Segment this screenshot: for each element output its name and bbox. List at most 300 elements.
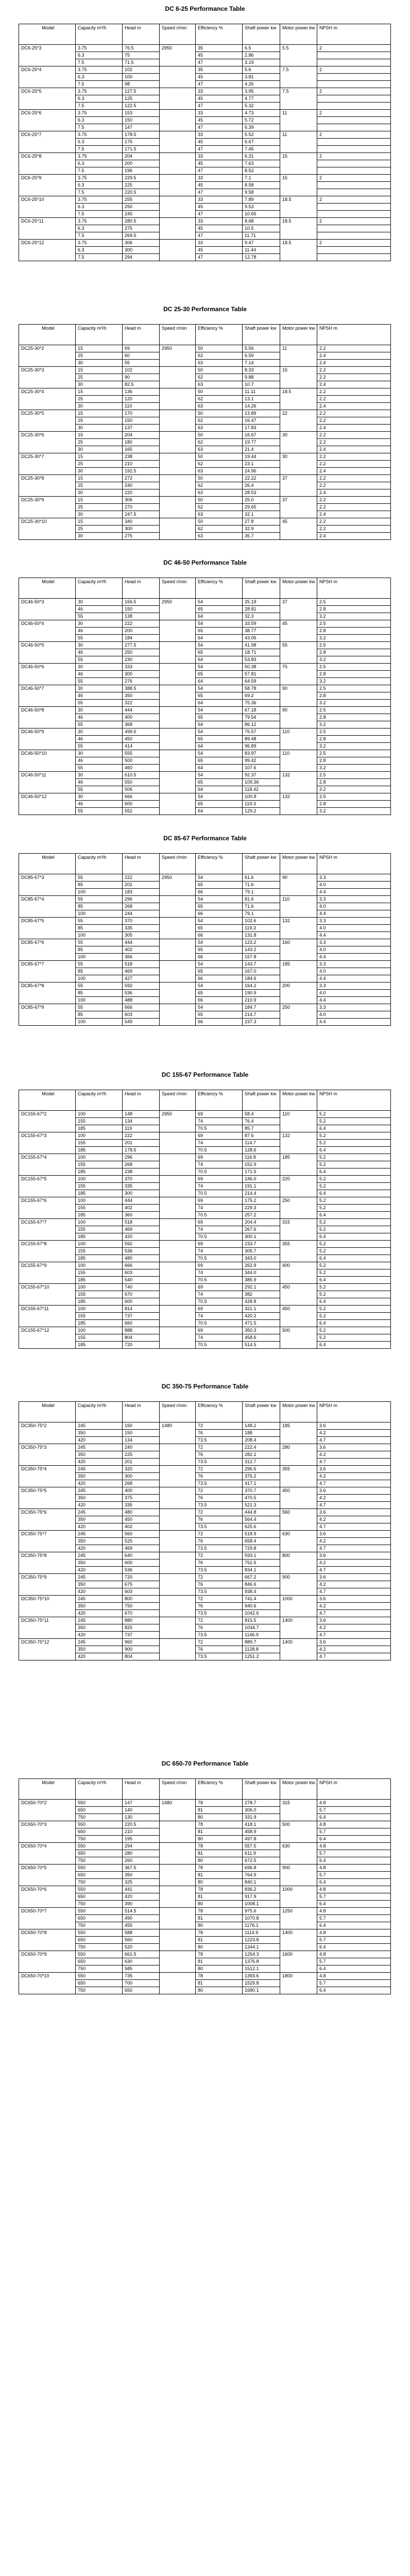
shaft-power-cell: 382 xyxy=(243,1291,280,1298)
head-cell: 230 xyxy=(123,656,160,664)
efficiency-cell: 65 xyxy=(196,757,243,765)
npsh-cell: 2 xyxy=(317,196,391,204)
capacity-cell: 350 xyxy=(76,1473,123,1480)
head-cell: 250 xyxy=(123,204,160,211)
shaft-power-cell: 514.5 xyxy=(243,1342,280,1349)
efficiency-cell: 64 xyxy=(196,808,243,815)
shaft-power-cell: 50.38 xyxy=(243,664,280,671)
shaft-power-cell: 100.8 xyxy=(243,793,280,801)
model-cell: DC85-67*5 xyxy=(19,918,76,939)
shaft-power-cell: 667.2 xyxy=(243,1574,280,1581)
capacity-cell: 550 xyxy=(76,1886,123,1893)
head-cell: 499.5 xyxy=(123,728,160,736)
shaft-power-cell: 11.71 xyxy=(243,232,280,240)
table-row xyxy=(19,1327,391,1334)
head-cell: 585 xyxy=(123,1965,160,1973)
shaft-power-cell: 938.4 xyxy=(243,1588,280,1596)
capacity-cell: 25 xyxy=(76,504,123,511)
efficiency-cell: 78 xyxy=(196,1908,243,1915)
shaft-power-cell: 86.12 xyxy=(243,721,280,728)
efficiency-cell: 63 xyxy=(196,511,243,518)
shaft-power-cell: 10.7 xyxy=(243,381,280,388)
npsh-cell: 2 xyxy=(317,88,391,95)
column-header: Efficiency % xyxy=(196,24,243,45)
shaft-power-cell: 157.8 xyxy=(243,954,280,961)
head-cell: 536 xyxy=(123,1567,160,1574)
table-row xyxy=(19,432,391,439)
capacity-cell: 30 xyxy=(76,620,123,628)
npsh-cell: 2.2 xyxy=(317,497,391,504)
head-cell: 366 xyxy=(123,954,160,961)
shaft-power-cell: 64.59 xyxy=(243,678,280,685)
motor-power-cell: 355 xyxy=(280,1241,317,1262)
head-cell: 603 xyxy=(123,1588,160,1596)
column-header: Capacity m³/h xyxy=(76,1090,123,1111)
model-cell: DC6-25*11 xyxy=(19,218,76,240)
head-cell: 469 xyxy=(123,1226,160,1233)
efficiency-cell: 65 xyxy=(196,628,243,635)
shaft-power-cell: 43.06 xyxy=(243,635,280,642)
capacity-cell: 350 xyxy=(76,1430,123,1437)
capacity-cell: 46 xyxy=(76,649,123,656)
npsh-cell: 2.2 xyxy=(317,367,391,374)
efficiency-cell: 54 xyxy=(196,918,243,925)
head-cell: 98 xyxy=(123,81,160,88)
shaft-power-cell: 152.9 xyxy=(243,1161,280,1168)
npsh-cell: 2.2 xyxy=(317,504,391,511)
head-cell: 335 xyxy=(123,1502,160,1509)
column-header: Efficiency % xyxy=(196,325,243,345)
shaft-power-cell: 312.7 xyxy=(243,1459,280,1466)
efficiency-cell: 73.5 xyxy=(196,1653,243,1660)
efficiency-cell: 76 xyxy=(196,1603,243,1610)
shaft-power-cell: 85.7 xyxy=(243,1125,280,1132)
column-header: NPSH m xyxy=(317,1779,391,1800)
npsh-cell: 4.7 xyxy=(317,1588,391,1596)
capacity-cell: 650 xyxy=(76,1807,123,1814)
efficiency-cell: 35 xyxy=(196,45,243,52)
head-cell: 220.5 xyxy=(123,189,160,196)
table-row xyxy=(19,1197,391,1205)
capacity-cell: 245 xyxy=(76,1531,123,1538)
efficiency-cell: 73.5 xyxy=(196,1588,243,1596)
capacity-cell: 7.5 xyxy=(76,81,123,88)
npsh-cell: 3.3 xyxy=(317,939,391,946)
npsh-cell: 4.7 xyxy=(317,1610,391,1617)
shaft-power-cell: 8.52 xyxy=(243,167,280,175)
npsh-cell: 3.6 xyxy=(317,1531,391,1538)
head-cell: 69 xyxy=(123,345,160,352)
head-cell: 335 xyxy=(123,925,160,932)
capacity-cell: 30 xyxy=(76,728,123,736)
shaft-power-cell: 10.65 xyxy=(243,211,280,218)
shaft-power-cell: 184.7 xyxy=(243,1004,280,1011)
capacity-cell: 350 xyxy=(76,1538,123,1545)
speed-cell xyxy=(160,432,196,453)
capacity-cell: 185 xyxy=(76,1190,123,1197)
npsh-cell: 2.5 xyxy=(317,599,391,606)
capacity-cell: 3.75 xyxy=(76,196,123,204)
capacity-cell: 245 xyxy=(76,1444,123,1451)
header-row xyxy=(19,1090,391,1111)
model-cell: DC6-25*7 xyxy=(19,131,76,153)
model-cell: DC350-75*5 xyxy=(19,1487,76,1509)
header-row xyxy=(19,1779,391,1800)
speed-cell xyxy=(160,410,196,432)
head-cell: 640 xyxy=(123,1552,160,1560)
column-header: Motor power kw xyxy=(280,1402,317,1422)
head-cell: 178.5 xyxy=(123,131,160,139)
head-cell: 325 xyxy=(123,1879,160,1886)
shaft-power-cell: 1146.9 xyxy=(243,1632,280,1639)
shaft-power-cell: 1114.9 xyxy=(243,1929,280,1937)
column-header: Shaft power kw xyxy=(243,1090,280,1111)
efficiency-cell: 78 xyxy=(196,1843,243,1850)
npsh-cell xyxy=(317,81,391,88)
capacity-cell: 650 xyxy=(76,1937,123,1944)
efficiency-cell: 47 xyxy=(196,146,243,153)
shaft-power-cell: 19.44 xyxy=(243,453,280,461)
npsh-cell: 4.2 xyxy=(317,1538,391,1545)
npsh-cell: 2.2 xyxy=(317,439,391,446)
capacity-cell: 30 xyxy=(76,772,123,779)
table-row xyxy=(19,518,391,526)
capacity-cell: 420 xyxy=(76,1567,123,1574)
motor-power-cell: 110 xyxy=(280,728,317,750)
table-row xyxy=(19,218,391,225)
shaft-power-cell: 35.7 xyxy=(243,533,280,540)
capacity-cell: 6.3 xyxy=(76,204,123,211)
motor-power-cell: 15 xyxy=(280,153,317,175)
npsh-cell: 2.5 xyxy=(317,620,391,628)
shaft-power-cell: 7.63 xyxy=(243,160,280,167)
speed-cell xyxy=(160,896,196,918)
model-cell: DC350-75*9 xyxy=(19,1574,76,1596)
capacity-cell: 15 xyxy=(76,453,123,461)
capacity-cell: 55 xyxy=(76,656,123,664)
capacity-cell: 15 xyxy=(76,345,123,352)
table-row xyxy=(19,1241,391,1248)
npsh-cell: 3.6 xyxy=(317,1444,391,1451)
motor-power-cell: 18.5 xyxy=(280,218,317,240)
efficiency-cell: 62 xyxy=(196,417,243,425)
efficiency-cell: 54 xyxy=(196,707,243,714)
shaft-power-cell: 76.4 xyxy=(243,1118,280,1125)
motor-power-cell: 630 xyxy=(280,1531,317,1552)
shaft-power-cell: 1251.2 xyxy=(243,1653,280,1660)
capacity-cell: 55 xyxy=(76,961,123,968)
head-cell: 900 xyxy=(123,1646,160,1653)
efficiency-cell: 50 xyxy=(196,518,243,526)
shaft-power-cell: 190.9 xyxy=(243,990,280,997)
capacity-cell: 6.3 xyxy=(76,74,123,81)
model-cell: DC6-25*3 xyxy=(19,45,76,66)
shaft-power-cell: 99.42 xyxy=(243,757,280,765)
capacity-cell: 55 xyxy=(76,613,123,620)
table-row xyxy=(19,1004,391,1011)
head-cell: 305 xyxy=(123,932,160,939)
head-cell: 550 xyxy=(123,779,160,786)
npsh-cell: 2.8 xyxy=(317,671,391,678)
npsh-cell: 5.2 xyxy=(317,1248,391,1255)
capacity-cell: 7.5 xyxy=(76,103,123,110)
npsh-cell: 3.3 xyxy=(317,961,391,968)
speed-cell xyxy=(160,1004,196,1026)
table-row xyxy=(19,685,391,692)
npsh-cell: 2.2 xyxy=(317,374,391,381)
npsh-cell: 4.2 xyxy=(317,1451,391,1459)
npsh-cell: 4.7 xyxy=(317,1653,391,1660)
head-cell: 469 xyxy=(123,968,160,975)
capacity-cell: 3.75 xyxy=(76,131,123,139)
efficiency-cell: 64 xyxy=(196,765,243,772)
npsh-cell: 2.2 xyxy=(317,461,391,468)
npsh-cell: 5.2 xyxy=(317,1334,391,1342)
column-header: Shaft power kw xyxy=(243,578,280,599)
speed-cell xyxy=(160,728,196,750)
shaft-power-cell: 27.8 xyxy=(243,518,280,526)
shaft-power-cell: 7.45 xyxy=(243,146,280,153)
npsh-cell: 2.5 xyxy=(317,750,391,757)
npsh-cell: 4.8 xyxy=(317,1951,391,1958)
npsh-cell: 6.4 xyxy=(317,1168,391,1176)
shaft-power-cell: 107.6 xyxy=(243,765,280,772)
motor-power-cell: 800 xyxy=(280,1552,317,1574)
npsh-cell: 2.8 xyxy=(317,692,391,700)
head-cell: 220.5 xyxy=(123,1821,160,1828)
shaft-power-cell: 25.0 xyxy=(243,497,280,504)
head-cell: 402 xyxy=(123,946,160,954)
efficiency-cell: 62 xyxy=(196,482,243,489)
npsh-cell xyxy=(317,59,391,66)
head-cell: 222 xyxy=(123,874,160,882)
shaft-power-cell: 444.8 xyxy=(243,1509,280,1516)
capacity-cell: 7.5 xyxy=(76,211,123,218)
npsh-cell xyxy=(317,225,391,232)
npsh-cell: 5.7 xyxy=(317,1980,391,1987)
npsh-cell: 4.2 xyxy=(317,1560,391,1567)
shaft-power-cell: 38.77 xyxy=(243,628,280,635)
capacity-cell: 650 xyxy=(76,1893,123,1901)
speed-cell: 1480 xyxy=(160,1422,196,1444)
section-title: DC 85-67 Performance Table xyxy=(163,835,247,842)
head-cell: 200 xyxy=(123,628,160,635)
capacity-cell: 30 xyxy=(76,489,123,497)
motor-power-cell: 1000 xyxy=(280,1886,317,1908)
capacity-cell: 350 xyxy=(76,1624,123,1632)
speed-cell xyxy=(160,497,196,518)
shaft-power-cell: 229.3 xyxy=(243,1205,280,1212)
shaft-power-cell: 26.4 xyxy=(243,482,280,489)
efficiency-cell: 62 xyxy=(196,526,243,533)
shaft-power-cell: 13.1 xyxy=(243,396,280,403)
capacity-cell: 185 xyxy=(76,1233,123,1241)
head-cell: 560 xyxy=(123,1937,160,1944)
shaft-power-cell: 278.7 xyxy=(243,1800,280,1807)
efficiency-cell: 33 xyxy=(196,218,243,225)
capacity-cell: 25 xyxy=(76,417,123,425)
efficiency-cell: 72 xyxy=(196,1531,243,1538)
efficiency-cell: 50 xyxy=(196,432,243,439)
capacity-cell: 7.5 xyxy=(76,232,123,240)
capacity-cell: 100 xyxy=(76,1219,123,1226)
motor-power-cell: 500 xyxy=(280,1327,317,1349)
npsh-cell: 3.6 xyxy=(317,1466,391,1473)
column-header: NPSH m xyxy=(317,578,391,599)
npsh-cell: 4.7 xyxy=(317,1459,391,1466)
shaft-power-cell: 71.6 xyxy=(243,903,280,910)
head-cell: 120 xyxy=(123,396,160,403)
npsh-cell xyxy=(317,189,391,196)
capacity-cell: 85 xyxy=(76,968,123,975)
column-header: Capacity m³/h xyxy=(76,24,123,45)
model-cell: DC650-70*3 xyxy=(19,1821,76,1843)
model-cell: DC155-67*10 xyxy=(19,1284,76,1306)
shaft-power-cell: 846.6 xyxy=(243,1581,280,1588)
npsh-cell: 5.2 xyxy=(317,1161,391,1168)
npsh-cell: 6.4 xyxy=(317,1922,391,1929)
efficiency-cell: 65 xyxy=(196,692,243,700)
capacity-cell: 55 xyxy=(76,918,123,925)
speed-cell xyxy=(160,750,196,772)
capacity-cell: 30 xyxy=(76,446,123,453)
model-cell: DC46-50*9 xyxy=(19,728,76,750)
capacity-cell: 750 xyxy=(76,1944,123,1951)
speed-cell xyxy=(160,1865,196,1886)
capacity-cell: 30 xyxy=(76,599,123,606)
table-row xyxy=(19,1908,391,1915)
shaft-power-cell: 5.52 xyxy=(243,131,280,139)
table-row xyxy=(19,1552,391,1560)
speed-cell xyxy=(160,1929,196,1951)
shaft-power-cell: 9.53 xyxy=(243,204,280,211)
motor-power-cell: 11 xyxy=(280,110,317,131)
head-cell: 700 xyxy=(123,1980,160,1987)
capacity-cell: 650 xyxy=(76,1872,123,1879)
shaft-power-cell: 28.81 xyxy=(243,606,280,613)
shaft-power-cell: 19.77 xyxy=(243,439,280,446)
head-cell: 294 xyxy=(123,1843,160,1850)
efficiency-cell: 50 xyxy=(196,345,243,352)
model-cell: DC6-25*5 xyxy=(19,88,76,110)
head-cell: 229.5 xyxy=(123,175,160,182)
efficiency-cell: 69 xyxy=(196,1197,243,1205)
head-cell: 350 xyxy=(123,1872,160,1879)
npsh-cell: 2.4 xyxy=(317,381,391,388)
efficiency-cell: 73.5 xyxy=(196,1545,243,1552)
head-cell: 750 xyxy=(123,1603,160,1610)
efficiency-cell: 69 xyxy=(196,1132,243,1140)
efficiency-cell: 65 xyxy=(196,946,243,954)
shaft-power-cell: 292.1 xyxy=(243,1284,280,1291)
head-cell: 175 xyxy=(123,139,160,146)
npsh-cell xyxy=(317,232,391,240)
motor-power-cell: 450 xyxy=(280,1306,317,1327)
npsh-cell: 3.2 xyxy=(317,613,391,620)
head-cell: 247.5 xyxy=(123,511,160,518)
npsh-cell: 6.4 xyxy=(317,1277,391,1284)
model-cell: DC85-67*9 xyxy=(19,1004,76,1026)
npsh-cell: 2.2 xyxy=(317,475,391,482)
motor-power-cell: 15 xyxy=(280,175,317,196)
npsh-cell: 2.5 xyxy=(317,707,391,714)
npsh-cell: 6.4 xyxy=(317,1342,391,1349)
efficiency-cell: 80 xyxy=(196,1965,243,1973)
shaft-power-cell: 836.2 xyxy=(243,1886,280,1893)
head-cell: 148 xyxy=(123,1111,160,1118)
shaft-power-cell: 191.1 xyxy=(243,1183,280,1190)
head-cell: 350 xyxy=(123,692,160,700)
speed-cell xyxy=(160,1509,196,1531)
capacity-cell: 550 xyxy=(76,1973,123,1980)
shaft-power-cell: 815.5 xyxy=(243,1617,280,1624)
head-cell: 280 xyxy=(123,1850,160,1857)
shaft-power-cell: 53.83 xyxy=(243,656,280,664)
efficiency-cell: 74 xyxy=(196,1140,243,1147)
model-cell: DC350-75*7 xyxy=(19,1531,76,1552)
npsh-cell: 5.2 xyxy=(317,1284,391,1291)
shaft-power-cell: 917.9 xyxy=(243,1893,280,1901)
capacity-cell: 155 xyxy=(76,1161,123,1168)
efficiency-cell: 73.5 xyxy=(196,1437,243,1444)
table-row xyxy=(19,453,391,461)
table-row xyxy=(19,1284,391,1291)
head-cell: 201 xyxy=(123,882,160,889)
head-cell: 549 xyxy=(123,1019,160,1026)
table-row xyxy=(19,1154,391,1161)
efficiency-cell: 62 xyxy=(196,439,243,446)
efficiency-cell: 73.5 xyxy=(196,1480,243,1487)
motor-power-cell: 1000 xyxy=(280,1596,317,1617)
column-header: Shaft power kw xyxy=(243,1402,280,1422)
capacity-cell: 6.3 xyxy=(76,52,123,59)
model-cell: DC46-50*4 xyxy=(19,620,76,642)
model-cell: DC155-67*6 xyxy=(19,1197,76,1219)
head-cell: 196 xyxy=(123,167,160,175)
model-cell: DC25-30*6 xyxy=(19,432,76,453)
capacity-cell: 420 xyxy=(76,1459,123,1466)
motor-power-cell: 280 xyxy=(280,1444,317,1466)
npsh-cell: 2 xyxy=(317,45,391,52)
capacity-cell: 55 xyxy=(76,874,123,882)
shaft-power-cell: 81.6 xyxy=(243,896,280,903)
efficiency-cell: 64 xyxy=(196,721,243,728)
efficiency-cell: 47 xyxy=(196,232,243,240)
head-cell: 650 xyxy=(123,1987,160,1994)
shaft-power-cell: 521.3 xyxy=(243,1502,280,1509)
efficiency-cell: 74 xyxy=(196,1334,243,1342)
column-header: Head m xyxy=(123,1779,160,1800)
npsh-cell: 2.5 xyxy=(317,664,391,671)
efficiency-cell: 74 xyxy=(196,1269,243,1277)
capacity-cell: 3.75 xyxy=(76,45,123,52)
motor-power-cell: 1400 xyxy=(280,1929,317,1951)
speed-cell xyxy=(160,1262,196,1284)
capacity-cell: 25 xyxy=(76,439,123,446)
capacity-cell: 420 xyxy=(76,1545,123,1552)
head-cell: 183 xyxy=(123,889,160,896)
head-cell: 225 xyxy=(123,1451,160,1459)
shaft-power-cell: 1393.6 xyxy=(243,1973,280,1980)
capacity-cell: 750 xyxy=(76,1901,123,1908)
column-header: Model xyxy=(19,1779,76,1800)
speed-cell xyxy=(160,110,196,131)
efficiency-cell: 76 xyxy=(196,1516,243,1523)
capacity-cell: 55 xyxy=(76,982,123,990)
shaft-power-cell: 7.89 xyxy=(243,196,280,204)
head-cell: 660 xyxy=(123,1320,160,1327)
shaft-power-cell: 1223.8 xyxy=(243,1937,280,1944)
